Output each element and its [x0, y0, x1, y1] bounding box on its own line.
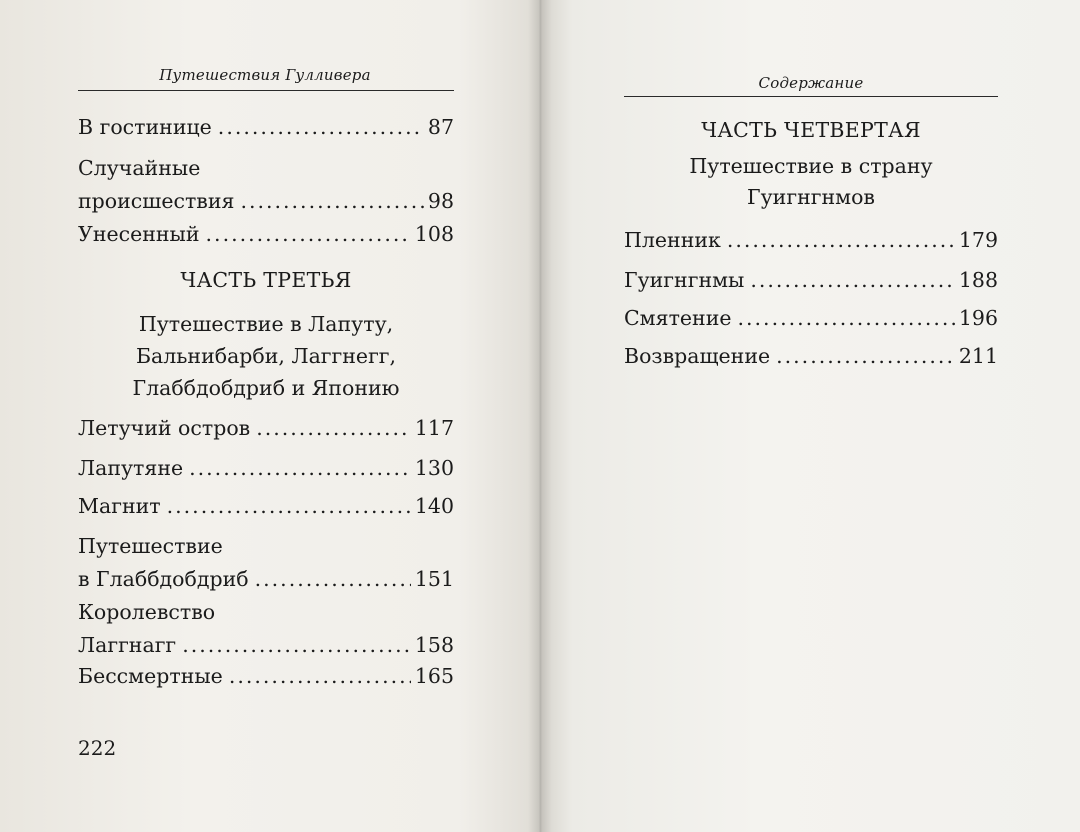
toc-entry-title: Случайные	[78, 156, 201, 180]
toc-entry-page: 108	[414, 222, 454, 246]
toc-entry	[78, 596, 454, 662]
toc-entry-title: Унесенный	[78, 222, 200, 246]
toc-entry	[78, 152, 454, 218]
toc-entry	[624, 340, 998, 373]
leader-dots	[738, 302, 955, 335]
part-heading: ЧАСТЬ ТРЕТЬЯ	[180, 268, 352, 292]
leader-dots	[727, 224, 955, 257]
toc-entry-page: 188	[958, 268, 998, 292]
toc-entry	[624, 302, 998, 335]
toc-entry-title: Лаггнагг	[78, 633, 177, 657]
header-rule-left	[78, 90, 454, 91]
toc-entry-title: В гостинице	[78, 115, 212, 139]
toc-entry-title: происшествия	[78, 189, 235, 213]
running-head-left: Путешествия Гулливера	[159, 66, 371, 84]
toc-entry	[78, 530, 454, 596]
toc-entry-title: Королевство	[78, 600, 216, 624]
part-heading: ЧАСТЬ ЧЕТВЕРТАЯ	[701, 118, 921, 142]
toc-entry-title: Смятение	[624, 306, 732, 330]
toc-entry-title: Магнит	[78, 494, 161, 518]
toc-entry	[78, 452, 454, 485]
toc-entry-title: Бессмертные	[78, 664, 223, 688]
toc-entry-page: 165	[414, 664, 454, 688]
toc-entry-page: 130	[414, 456, 454, 480]
leader-dots	[167, 490, 411, 523]
header-rule-right	[624, 96, 998, 97]
toc-entry-title: Пленник	[624, 228, 721, 252]
leader-dots	[255, 563, 411, 596]
leader-dots	[256, 412, 411, 445]
leader-dots	[189, 452, 411, 485]
leader-dots	[240, 185, 423, 218]
leader-dots	[229, 660, 411, 693]
running-head-right: Содержание	[758, 74, 864, 92]
leader-dots	[218, 111, 424, 144]
toc-entry-title: Путешествие	[78, 534, 223, 558]
part-subtitle: Бальнибарби, Лаггнегг,	[135, 344, 397, 368]
toc-entry	[78, 218, 454, 251]
toc-entry-page: 117	[414, 416, 454, 440]
toc-entry-page: 179	[958, 228, 998, 252]
toc-entry-page: 87	[427, 115, 454, 139]
toc-entry-title: Возвращение	[624, 344, 771, 368]
toc-entry	[78, 660, 454, 693]
part-subtitle: Путешествие в Лапуту,	[138, 312, 394, 336]
page-number: 222	[78, 736, 117, 760]
part-subtitle: Путешествие в страну	[689, 154, 933, 178]
leader-dots	[206, 218, 411, 251]
toc-entry	[78, 490, 454, 523]
part-subtitle: Глаббдобдриб и Японию	[132, 376, 400, 400]
toc-entry	[624, 264, 998, 297]
toc-entry-page: 211	[958, 344, 998, 368]
toc-entry	[624, 224, 998, 257]
toc-entry-page: 98	[427, 189, 454, 213]
toc-entry-page: 151	[414, 567, 454, 591]
toc-entry-page: 196	[958, 306, 998, 330]
part-subtitle: Гуигнгнмов	[747, 185, 875, 209]
toc-entry-title: Лапутяне	[78, 456, 184, 480]
toc-entry-page: 158	[414, 633, 454, 657]
leader-dots	[776, 340, 955, 373]
toc-entry	[78, 412, 454, 445]
leader-dots	[182, 629, 411, 662]
toc-entry	[78, 111, 454, 144]
right-page	[540, 0, 1080, 832]
leader-dots	[750, 264, 954, 297]
toc-entry-title: Гуигнгнмы	[624, 268, 745, 292]
toc-entry-page: 140	[414, 494, 454, 518]
toc-entry-title: Летучий остров	[78, 416, 251, 440]
toc-entry-title: в Глаббдобдриб	[78, 567, 249, 591]
